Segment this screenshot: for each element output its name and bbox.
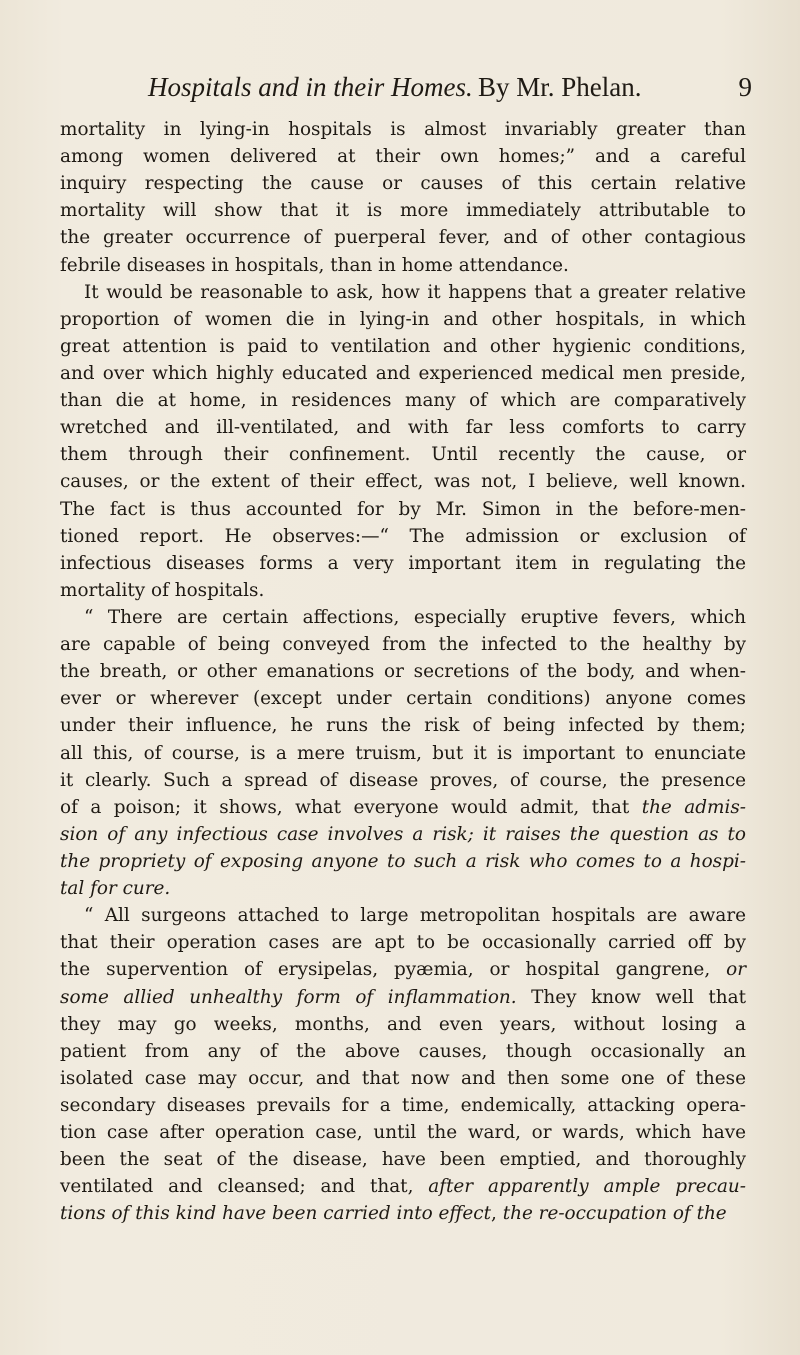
text-line <box>60 821 746 848</box>
text-run: mortality in lying-in hospitals is almost invariably greater than <box>60 119 746 140</box>
text-line <box>60 929 746 956</box>
text-run: of a poison; it shows, what everyone would admit, that <box>60 796 642 818</box>
text-run: wretched and ill-ventilated, and with far less comforts to carry <box>60 417 746 439</box>
text-line <box>60 468 746 495</box>
text-run: ventilated and cleansed; and that, <box>60 1176 429 1198</box>
text-line <box>60 1146 746 1173</box>
text-line <box>60 767 746 794</box>
text-run: proportion of women die in lying-in and other hospitals, in which <box>60 308 746 330</box>
text-line <box>60 1119 746 1146</box>
text-line <box>60 143 746 170</box>
italic-text: the admis- <box>641 796 746 818</box>
text-line <box>60 577 746 604</box>
text-run: secondary diseases prevails for a time, endemically, attacking opera- <box>60 1094 746 1116</box>
italic-text: after apparently ample precau- <box>428 1176 746 1198</box>
text-line <box>60 1011 746 1038</box>
author-line: By Mr. Phelan. <box>478 72 642 102</box>
text-run: great attention is paid to ventilation and other hygienic conditions, <box>60 335 746 357</box>
italic-text: the re-occupation of the <box>502 1203 727 1225</box>
text-line <box>60 197 746 224</box>
text-line <box>60 441 746 468</box>
italic-text: some allied unhealthy form of inflammation. <box>60 986 517 1008</box>
text-line <box>60 848 746 875</box>
italic-text: tions of this kind have been carried into effect <box>60 1203 491 1225</box>
text-run: mortality of hospitals. <box>60 579 265 601</box>
text-line <box>60 631 746 658</box>
body-text <box>60 116 746 1227</box>
text-run: all this, of course, is a mere truism, but it is important to enunciate <box>60 742 746 764</box>
text-line <box>60 875 746 902</box>
text-line <box>60 956 746 983</box>
text-line <box>60 360 746 387</box>
text-line <box>60 306 746 333</box>
text-run: that their operation cases are apt to be occasionally carried off by <box>60 932 746 954</box>
text-run: inquiry respecting the cause or causes of this certain relative <box>60 173 746 195</box>
text-run: patient from any of the above causes, though occasionally an <box>60 1040 746 1062</box>
text-run: causes, or the extent of their effect, was not, I believe, well known. <box>60 471 746 493</box>
text-run: isolated case may occur, and that now and then some one of these <box>60 1067 746 1089</box>
text-run: they may go weeks, months, and even years, without losing a <box>60 1013 746 1035</box>
text-run: are capable of being conveyed from the infected to the healthy by <box>60 634 746 656</box>
text-run: than die at home, in residences many of which are comparatively <box>60 390 746 412</box>
text-run: febrile diseases in hospitals, than in home attendance. <box>60 254 569 276</box>
text-line <box>60 279 746 306</box>
text-run: tion case after operation case, until the ward, or wards, which have <box>60 1122 746 1144</box>
italic-text: sion of any infectious case involves a risk; it raises the question as to <box>60 823 746 845</box>
text-run: them through their confinement. Until recently the cause, or <box>60 444 746 466</box>
text-line <box>60 658 746 685</box>
text-line <box>60 523 746 550</box>
text-line <box>60 1065 746 1092</box>
text-run: the supervention of erysipelas, pyæmia, or hospital gangrene, <box>60 959 727 981</box>
text-line <box>60 116 746 143</box>
text-run: tioned report. He observes:—“ The admission or exclusion of <box>60 525 746 547</box>
text-run: “ All surgeons attached to large metropolitan hospitals are aware <box>84 905 746 927</box>
text-run: infectious diseases forms a very important item in regulating the <box>60 552 746 574</box>
text-line <box>60 170 746 197</box>
text-line <box>60 685 746 712</box>
text-run: the breath, or other emanations or secretions of the body, and when- <box>60 661 746 683</box>
text-run: the greater occurrence of puerperal fever, and of other contagious <box>60 227 746 249</box>
text-run: , <box>491 1203 503 1225</box>
text-line <box>60 496 746 523</box>
text-line <box>60 387 746 414</box>
running-title: Hospitals and in their Homes. <box>148 72 473 102</box>
text-run: mortality will show that it is more immediately attributable to <box>60 200 746 222</box>
text-line <box>60 712 746 739</box>
text-run: among women delivered at their own homes;” and a careful <box>60 146 746 168</box>
text-run: and over which highly educated and experienced medical men preside, <box>60 362 746 384</box>
text-run: ever or wherever (except under certain conditions) anyone comes <box>60 688 746 710</box>
text-line <box>60 604 746 631</box>
text-run: “ There are certain affections, especially eruptive fevers, which <box>84 606 746 628</box>
text-run: It would be reasonable to ask, how it happens that a greater relative <box>84 281 746 303</box>
italic-text: or <box>726 959 746 981</box>
text-line <box>60 1200 746 1227</box>
italic-text: the propriety of exposing anyone to such a risk who comes to a hospi- <box>60 850 746 872</box>
text-line <box>60 252 746 279</box>
text-line <box>60 1092 746 1119</box>
text-run: under their influence, he runs the risk of being infected by them; <box>60 715 746 737</box>
text-line <box>60 224 746 251</box>
text-run: been the seat of the disease, have been emptied, and thoroughly <box>60 1149 746 1171</box>
italic-text: tal for cure. <box>60 878 171 900</box>
running-header <box>148 66 752 110</box>
text-line <box>60 550 746 577</box>
text-line <box>60 794 746 821</box>
text-line <box>60 984 746 1011</box>
text-line <box>60 414 746 441</box>
text-run: They know well that <box>516 986 746 1008</box>
text-line <box>60 740 746 767</box>
text-line <box>60 1038 746 1065</box>
text-line <box>60 902 746 929</box>
text-line <box>60 1173 746 1200</box>
text-run: it clearly. Such a spread of disease proves, of course, the presence <box>60 769 746 791</box>
page-number: 9 <box>738 72 752 102</box>
text-line <box>60 333 746 360</box>
text-run: The fact is thus accounted for by Mr. Simon in the before-men- <box>60 498 746 520</box>
